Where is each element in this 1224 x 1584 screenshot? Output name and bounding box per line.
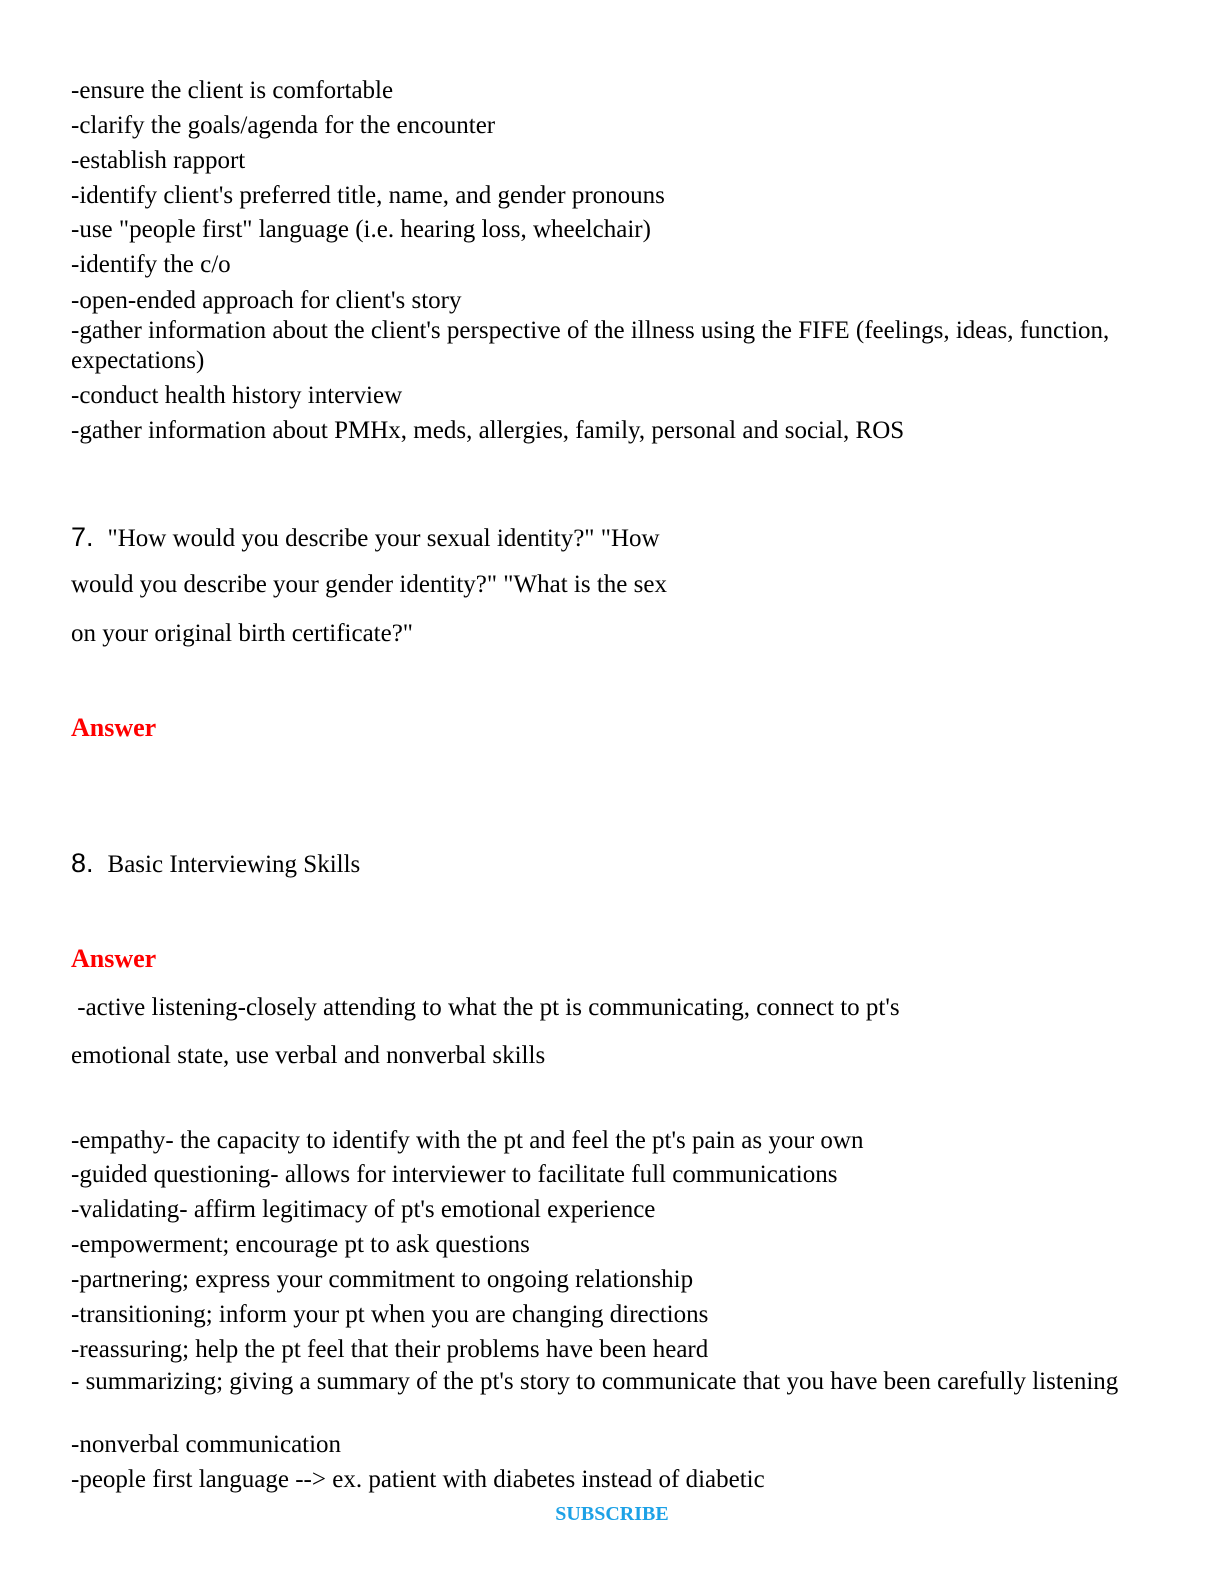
question-text-line: would you describe your gender identity?" "What is the sex [71,571,667,598]
answer-label: Answer [71,713,157,742]
list-item: -nonverbal communication [71,1431,342,1458]
list-item: -empathy- the capacity to identify with the pt and feel the pt's pain as your own [71,1127,864,1154]
question-number: 7. [71,522,94,552]
question-text: Basic Interviewing Skills [107,851,361,878]
list-item: -validating- affirm legitimacy of pt's emotional experience [71,1196,656,1223]
list-item: -transitioning; inform your pt when you are changing directions [71,1301,709,1328]
list-item: -gather information about PMHx, meds, allergies, family, personal and social, ROS [71,417,905,444]
list-item: -clarify the goals/agenda for the encounter [71,112,496,139]
answer-text-line: -active listening-closely attending to what the pt is communicating, connect to pt's [71,994,900,1021]
list-item: -ensure the client is comfortable [71,77,394,104]
list-item: -people first language --> ex. patient with diabetes instead of diabetic [71,1466,765,1493]
list-item: -conduct health history interview [71,382,403,409]
list-item: -identify the c/o [71,251,231,278]
list-item: -establish rapport [71,147,246,174]
answer-label: Answer [71,944,157,973]
question-text-line: on your original birth certificate?" [71,620,414,647]
question-text-line: "How would you describe your sexual identity?" "How [107,525,660,552]
list-item: -partnering; express your commitment to ongoing relationship [71,1266,694,1293]
question-number: 8. [71,848,94,878]
subscribe-link[interactable]: SUBSCRIBE [555,1503,669,1525]
list-item: -use "people first" language (i.e. hearing loss, wheelchair) [71,216,651,243]
list-item: -empowerment; encourage pt to ask questions [71,1231,530,1258]
list-item: -open-ended approach for client's story [71,287,462,314]
list-item: -guided questioning- allows for interviewer to facilitate full communications [71,1161,838,1188]
question-8 [71,848,1151,880]
list-item: - summarizing; giving a summary of the pt's story to communicate that you have been carefully listening [71,1368,1119,1395]
list-item: -gather information about the client's perspective of the illness using the FIFE (feelings, ideas, function, expectations) [71,317,1110,374]
answer-text-line: emotional state, use verbal and nonverbal skills [71,1042,546,1069]
list-item: -identify client's preferred title, name, and gender pronouns [71,182,665,209]
list-item: -reassuring; help the pt feel that their problems have been heard [71,1336,709,1363]
question-7 [71,522,1151,554]
